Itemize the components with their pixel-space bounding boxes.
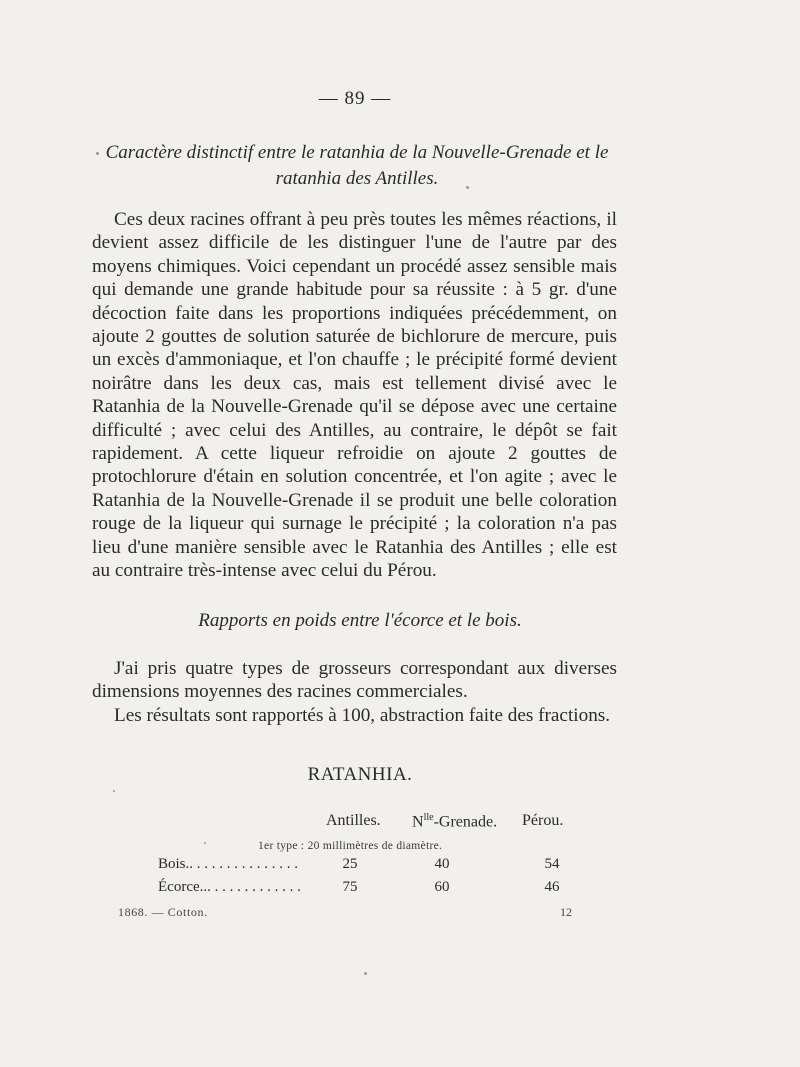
cell-bois-perou: 54: [544, 856, 560, 872]
table-title: RATANHIA.: [307, 764, 413, 785]
section-title-weight-ratio: Rapports en poids entre l'écorce et le bois.: [198, 610, 522, 631]
cell-ecorce-antilles: 75: [342, 879, 358, 895]
paragraph-chemical-test: [92, 208, 617, 583]
cell-bois-grenade: 40: [434, 856, 450, 872]
paper-speck: [204, 842, 206, 844]
row-label-ecorce: Écorce... . . . . . . . . . . . .: [158, 879, 301, 895]
table-subheading: 1er type : 20 millimètres de diamètre.: [258, 840, 443, 852]
section-title-line-2: ratanhia des Antilles.: [275, 168, 439, 189]
paper-speck: [466, 186, 469, 189]
paragraph-1-text: Ces deux racines offrant à peu près toutes les mêmes réactions, il devient assez difficile de les distinguer l'une de l'autre par des moyens chimiques. Voici cependant un procédé assez sensible mais qui demande une grande habitude pour sa réussite : à 5 gr. d'une décoction faite dans les proportions indiquées précédemment, on ajoute 2 gouttes de solution saturée de bichlorure de mercure, puis un excès d'ammoniaque, et l'on chauffe ; le précipité formé devient noirâtre dans les deux cas, mais est tellement divisé avec le Ratanhia de la Nouvelle-Grenade qu'il se dépose avec une certaine difficulté ; avec celui des Antilles, au contraire, le dépôt se fait rapidement. A cette liqueur refroidie on ajoute 2 gouttes de protochlorure d'étain en solution concentrée, et l'on agite ; avec le Ratanhia de la Nouvelle-Grenade il se produit une belle coloration rouge de la liqueur qui surnage le précipité ; la coloration n'a pas lieu d'une manière sensible avec le Ratanhia des Antilles ; elle est au contraire très-intense avec celui du Pérou.: [92, 209, 617, 582]
paper-speck: [113, 790, 115, 792]
row-label-bois: Bois.. . . . . . . . . . . . . . .: [158, 856, 299, 872]
footer-sheet-number: 12: [560, 905, 572, 919]
section-title-distinctive-character: [92, 140, 622, 192]
column-header-antilles: Antilles.: [326, 812, 381, 829]
table-row: [158, 856, 588, 876]
column-header-nouvelle-grenade: $N^{lle}$-Grenade.: [412, 812, 498, 831]
paragraph-3-text: Les résultats sont rapportés à 100, abstraction faite des fractions.: [114, 705, 611, 726]
section-title-line-1: Caractère distinctif entre le ratanhia de la Nouvelle-Grenade et le: [105, 142, 609, 163]
cell-ecorce-grenade: 60: [434, 879, 450, 895]
paragraph-four-types: [92, 657, 617, 704]
page-number: — 89 —: [318, 88, 392, 109]
paper-speck: [364, 972, 367, 975]
cell-ecorce-perou: 46: [544, 879, 560, 895]
table-row: [158, 879, 588, 899]
footer-signature: 1868. — Cotton.: [118, 905, 208, 919]
paragraph-results: [92, 704, 617, 727]
paragraph-2-text: J'ai pris quatre types de grosseurs correspondant aux diverses dimensions moyennes des racines commerciales.: [92, 658, 617, 703]
cell-bois-antilles: 25: [342, 856, 358, 872]
paper-speck: [96, 152, 99, 155]
column-header-perou: Pérou.: [522, 812, 564, 829]
